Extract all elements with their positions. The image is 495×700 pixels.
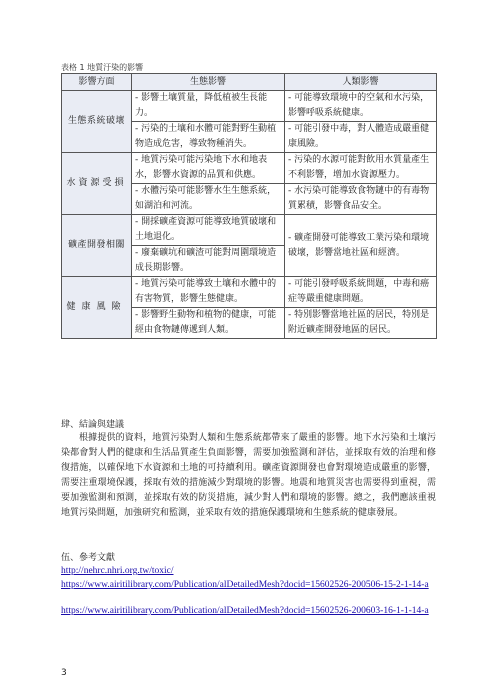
table-row: [62, 215, 437, 246]
eco-cell: - 污染的土壤和水體可能對野生動植物造成危害，導致物種消失。: [132, 122, 285, 153]
table-row: [62, 277, 437, 308]
section-title-conclusion: 肆、結論與建議: [61, 420, 125, 430]
reference-link-2[interactable]: https://www.airitilibrary.com/Publication/alDetailedMesh?docid=15602526-200506-15-2-1-14-a: [61, 580, 429, 590]
pollution-impact-table: [61, 73, 437, 339]
human-cell: - 特別影響當地社區的居民，特別是附近礦產開發地區的居民。: [285, 308, 437, 339]
human-cell: - 可能引發中毒，對人體造成嚴重健康風險。: [285, 122, 437, 153]
category-water: 水資源受損: [62, 153, 132, 215]
human-cell: - 礦產開發可能導致工業污染和環境破壞，影響當地社區和經濟。: [285, 215, 437, 277]
category-mining: 礦產開發相關: [62, 215, 132, 277]
header-eco-impact: 生態影響: [132, 74, 285, 91]
reference-link-3[interactable]: https://www.airitilibrary.com/Publication/alDetailedMesh?docid=15602526-200603-16-1-1-14-a: [61, 606, 429, 616]
category-ecosystem: 生態系統破壞: [62, 91, 132, 153]
human-cell: - 污染的水源可能對飲用水質量產生不利影響，增加水資源壓力。: [285, 153, 437, 184]
category-health: 健康風險: [62, 277, 132, 339]
human-cell: - 可能引發呼吸系統問題，中毒和癌症等嚴重健康問題。: [285, 277, 437, 308]
human-cell: - 可能導致環境中的空氣和水污染，影響呼吸系統健康。: [285, 91, 437, 122]
eco-cell: - 地質污染可能污染地下水和地表水，影響水資源的品質和供應。: [132, 153, 285, 184]
table-row: [62, 91, 437, 122]
eco-cell: - 開採礦產資源可能導致地質破壞和土地退化。: [132, 215, 285, 246]
header-human-impact: 人類影響: [285, 74, 437, 91]
table-row: [62, 153, 437, 184]
eco-cell: - 水體污染可能影響水生生態系統，如湖泊和河流。: [132, 184, 285, 215]
eco-cell: - 影響野生動物和植物的健康，可能經由食物鏈傳遞到人類。: [132, 308, 285, 339]
table-header-row: [62, 74, 437, 91]
section-title-references: 伍、參考文獻: [61, 553, 116, 563]
reference-link-1[interactable]: http://nehrc.nhri.org.tw/toxic/: [61, 566, 174, 576]
page-number: 3: [61, 668, 67, 678]
conclusion-paragraph: 根據提供的資料，地質污染對人類和生態系統都帶來了嚴重的影響。地下水污染和土壤污染都會對人們的健康和生活品質產生負面影響，需要加強監測和評估，並採取有效的治理和修復措施，以確保地下水資源和土地的可持續利用。礦產資源開發也會對環境造成嚴重的影響，需要注重環境保護，採取有效的措施減少對環境的影響。地震和地質災害也需要得到重視，需要加強監測和預測，並採取有效的防災措施，減少對人們和環境的影響。總之，我們應該重視地質污染問題，加強研究和監測，並采取有效的措施保護環境和生態系統的健康發展。: [61, 433, 436, 518]
human-cell: - 水污染可能導致食物鏈中的有毒物質累積，影響食品安全。: [285, 184, 437, 215]
table-caption: 表格 1 地質汙染的影響: [61, 63, 144, 72]
eco-cell: - 影響土壤質量，降低植被生長能力。: [132, 91, 285, 122]
header-impact-aspect: 影響方面: [62, 74, 132, 91]
eco-cell: - 地質污染可能導致土壤和水體中的有害物質，影響生態健康。: [132, 277, 285, 308]
eco-cell: - 廢棄礦坑和礦渣可能對周圍環境造成長期影響。: [132, 246, 285, 277]
